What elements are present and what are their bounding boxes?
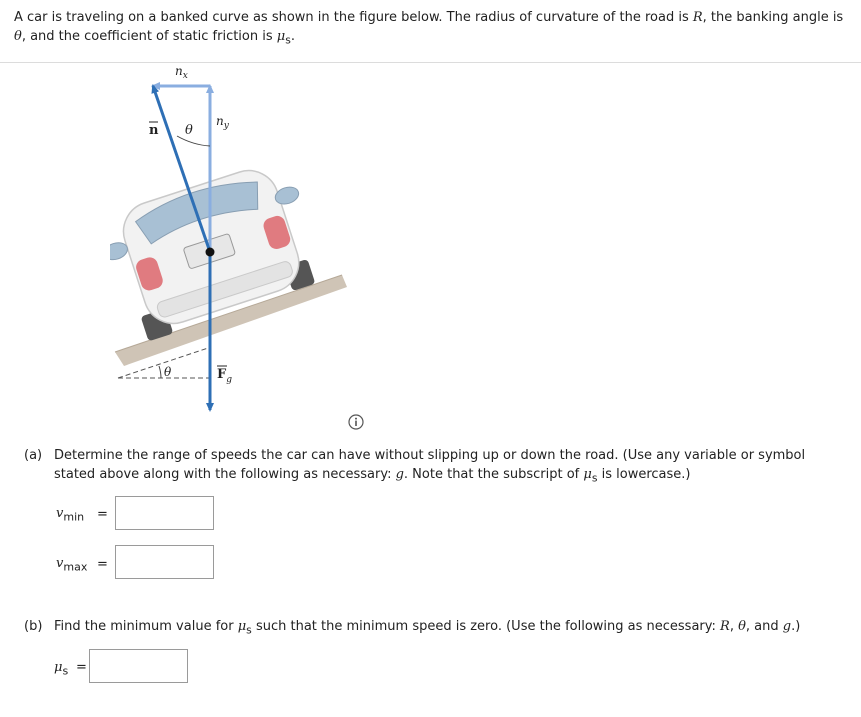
vmin-answer-input[interactable]: [115, 496, 214, 530]
label-n-vector: n: [149, 123, 159, 138]
problem-intro: [14, 8, 844, 50]
var-mu: μ: [276, 29, 286, 44]
part-a-label: (a): [24, 448, 43, 463]
label-theta-bottom: θ: [164, 365, 172, 379]
car: [110, 157, 326, 339]
vmin-equals: =: [97, 507, 108, 522]
vmax-answer-input[interactable]: [115, 545, 214, 579]
mu-s-equals: =: [76, 660, 87, 675]
label-fg: $F_g$: [217, 367, 232, 385]
intro-text: .: [290, 29, 296, 44]
mu-s-answer-input[interactable]: [89, 649, 188, 683]
intro-text: , the banking angle is: [702, 10, 844, 25]
var-theta: θ: [14, 29, 22, 44]
theta-arc-bottom: [159, 366, 161, 378]
part-a-question: [24, 446, 824, 488]
intro-text: A car is traveling on a banked curve as shown in the figure below. The radius of curvature of the road is: [14, 10, 693, 25]
vmin-label: $v_{min}$: [56, 506, 85, 524]
label-nx: $n_x$: [175, 64, 188, 81]
intro-text: , and the coefficient of static friction is: [21, 29, 277, 44]
part-b-question: [24, 617, 800, 640]
part-b-text: Find the minimum value for $\mu_s$ such that the minimum speed is zero. (Use the following as necessary: R, θ, and g.): [54, 619, 801, 637]
label-theta-top: θ: [185, 123, 193, 138]
info-icon[interactable]: [348, 414, 364, 430]
banked-curve-figure: [110, 62, 360, 422]
center-of-mass: [206, 248, 215, 257]
theta-arc-top: [177, 136, 210, 146]
vmax-label: $v_{max}$: [56, 556, 88, 574]
part-b-label: (b): [24, 619, 43, 634]
var-mu-subscript: s: [285, 33, 291, 47]
var-r: R: [692, 10, 703, 25]
part-a-text: Determine the range of speeds the car can have without slipping up or down the road. (Use any variable or symbol stated above along with the following as necessary: g. Note that the subscript of $\mu_s$ is lowercase.): [54, 448, 806, 485]
mu-s-label: $\mu_s$: [54, 660, 69, 678]
label-ny: $n_y$: [216, 114, 229, 131]
vmax-equals: =: [97, 557, 108, 572]
